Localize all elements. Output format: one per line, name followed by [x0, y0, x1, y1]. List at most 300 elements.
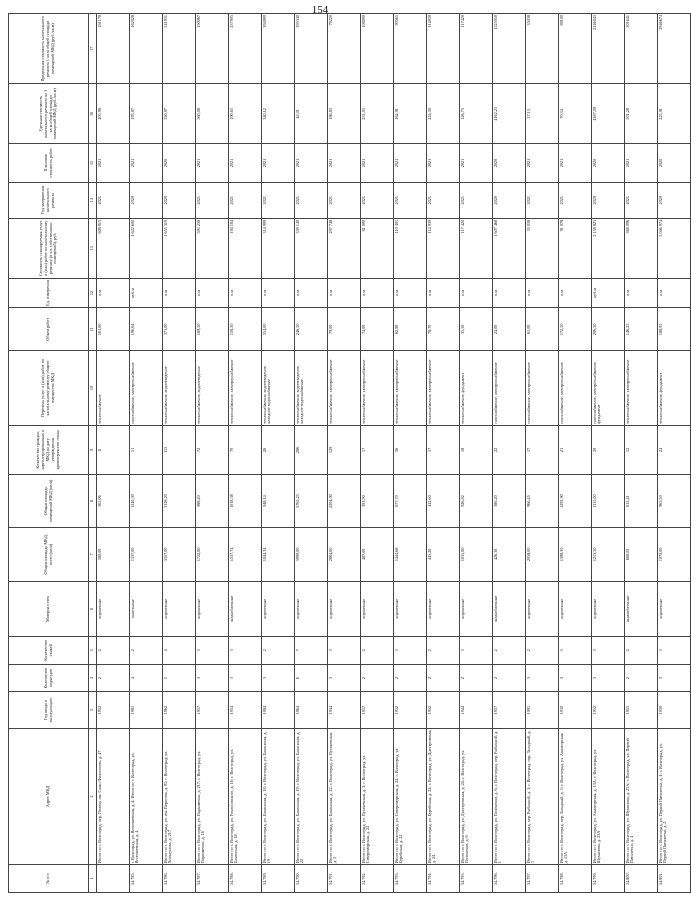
cell-vol: 206,30 — [592, 308, 625, 351]
cell-y1: 2021 — [559, 182, 592, 218]
cell-mat: кирпичные — [658, 581, 691, 636]
column-number: 13 — [89, 218, 97, 278]
cell-fl: 3 — [394, 637, 427, 665]
cell-cost: 81 090 — [361, 218, 394, 278]
cell-mat: шлакоблочные — [229, 581, 262, 636]
cell-fl: 2 — [625, 637, 658, 665]
cell-ent: 5 — [163, 664, 196, 692]
column-header: Общая площадь помещений МКД (кв.м) — [9, 474, 89, 527]
cell-vol: 246,50 — [295, 308, 328, 351]
cell-y1: 2020 — [163, 182, 196, 218]
cell-num: 54.786. — [163, 865, 196, 893]
table-row — [163, 14, 196, 893]
cell-num: 54.787. — [196, 865, 229, 893]
cell-lim: 231178 — [97, 14, 130, 85]
cell-cost: 593 258 — [196, 218, 229, 278]
cell-cost: 91 078 — [559, 218, 592, 278]
cell-year: 1952 — [97, 692, 130, 728]
cell-y1: 2020 — [130, 182, 163, 218]
cell-lim: 2946674 — [658, 14, 691, 85]
cell-y2: 2021 — [361, 144, 394, 182]
cell-year: 1991 — [526, 692, 559, 728]
cell-y1: 2020 — [592, 182, 625, 218]
table-row — [493, 14, 526, 893]
cell-y1: 2021 — [295, 182, 328, 218]
cell-mat: кирпичные — [196, 581, 229, 636]
cell-ppl: 21 — [559, 425, 592, 474]
cell-work: теплоснабжение, водоотведение, холодное водоснабжение — [295, 351, 328, 426]
cell-ppl: 6 — [97, 425, 130, 474]
cell-addr: Итого по г. Волгоград, пер. Рыбацкий, д. 1; г. Волгоград, пер. Западный, д. 3 — [526, 728, 559, 865]
column-header: Год ввода в эксплуатацию — [9, 692, 89, 728]
cell-year: 1962 — [163, 692, 196, 728]
cell-y1: 2020 — [658, 182, 691, 218]
cell-fl: 3 — [460, 637, 493, 665]
cell-a2: 565,06 — [97, 474, 130, 527]
cell-ppl: 22 — [493, 425, 526, 474]
cell-a1: 1070,00 — [658, 528, 691, 581]
column-header: Плановая стоимость работ — [9, 144, 89, 182]
cell-num: 54.790. — [295, 865, 328, 893]
table-row — [328, 14, 361, 893]
cell-addr: Итого по г. Волгоград, ул. им. Пирогова, д. 91; г. Волгоград, ул. Хользунова, д. 217 — [163, 728, 196, 865]
column-header: Общая площадь МКД, всего (кв.м) — [9, 528, 89, 581]
cell-num: 54.801. — [658, 865, 691, 893]
cell-addr: Итого по г. Волгоград, ул. Шумилова, д. 23А; г. Волгоград, ул. Первой Пятилетки, д. 4 — [625, 728, 658, 865]
cell-work: теплоснабжение, электроснабжение — [625, 351, 658, 426]
cell-year: 1957 — [361, 692, 394, 728]
cell-cost: 117 420 — [460, 218, 493, 278]
cell-ppl: 26 — [262, 425, 295, 474]
cell-fl: 3 — [592, 637, 625, 665]
cell-u: 42,01 — [295, 84, 328, 144]
cell-a2: 926,92 — [460, 474, 493, 527]
cell-ent: 3 — [196, 664, 229, 692]
cell-fl: 3 — [229, 637, 262, 665]
cell-unit: п.м — [658, 278, 691, 308]
cell-fl: 2 — [427, 637, 460, 665]
table-row — [229, 14, 262, 893]
cell-unit: п.м — [295, 278, 328, 308]
column-header: Перечень услуг и (или) работ по капитальному ремонту общего имущества МКД — [9, 351, 89, 426]
cell-mat: кирпичные — [460, 581, 493, 636]
column-number: 9 — [89, 425, 97, 474]
cell-cost: 114 939 — [427, 218, 460, 278]
cell-ppl: 18 — [460, 425, 493, 474]
cell-y2: 2021 — [295, 144, 328, 182]
column-header: Предельная стоимость капитального ремонта 1 кв.м общей площади помещений МКД (руб./кв.м) — [9, 14, 89, 85]
cell-addr: Итого по г. Волгоград, ул. Бакинская, д. 22; г. Волгоград, ул. Пугачевская, д. 3 — [328, 728, 361, 865]
column-header: Количество этажей — [9, 637, 89, 665]
cell-unit: п.м — [196, 278, 229, 308]
cell-addr: Итого по г. Волгоград, ул. Рокоссовского, д. 16; г. Волгоград, ул. Бакинская, д. 18 — [229, 728, 262, 865]
cell-fl: 3 — [658, 637, 691, 665]
cell-year: 1984 — [262, 692, 295, 728]
table-row — [361, 14, 394, 893]
cell-ppl: 51 — [130, 425, 163, 474]
cell-a1: 668,02 — [625, 528, 658, 581]
cell-u: 224,30 — [427, 84, 460, 144]
cell-work: газоснабжение, электроснабжение — [559, 351, 592, 426]
cell-y2: 2020 — [493, 144, 526, 182]
cell-y1: 2021 — [427, 182, 460, 218]
cell-mat: кирпичные — [526, 581, 559, 636]
cell-fl: 2 — [97, 637, 130, 665]
cell-lim: 114939 — [427, 14, 460, 85]
cell-a2: 1293,90 — [559, 474, 592, 527]
cell-vol: 146,25 — [625, 308, 658, 351]
cell-addr: г. Волгоград, ул. Волочаевская, д. 4; Итого по г. Волгоград, ул. Волочаевская, д. 4 — [130, 728, 163, 865]
cell-unit: п.м — [460, 278, 493, 308]
column-header: Ед. измерения — [9, 278, 89, 308]
cell-vol: 62,90 — [394, 308, 427, 351]
cell-vol: 24,00 — [493, 308, 526, 351]
cell-ent: 3 — [328, 664, 361, 692]
cell-y2: 2021 — [328, 144, 361, 182]
column-number: 2 — [89, 728, 97, 865]
cell-ent: 3 — [592, 664, 625, 692]
cell-mat: кирпичные — [592, 581, 625, 636]
column-number: 16 — [89, 84, 97, 144]
column-number: 17 — [89, 14, 97, 85]
cell-y2: 2021 — [427, 144, 460, 182]
cell-a1: 1044,34 — [262, 528, 295, 581]
cell-y1: 2021 — [460, 182, 493, 218]
cell-u: 190,63 — [229, 84, 262, 144]
cell-a1: 1398,30 — [559, 528, 592, 581]
cell-ppl: 115 — [163, 425, 196, 474]
cell-y2: 2021 — [526, 144, 559, 182]
cell-work: теплоснабжение, электроснабжение — [361, 351, 394, 426]
cell-y1: 2021 — [262, 182, 295, 218]
cell-cost: 1 607 468 — [493, 218, 526, 278]
cell-fl: 7 — [295, 637, 328, 665]
column-number: 11 — [89, 308, 97, 351]
cell-addr: Итого по г. Волгоград, ул. Полоненко, д. 6; г. Волгоград, пер. Рыбацкий, д. 1 — [493, 728, 526, 865]
cell-ppl: 24 — [658, 425, 691, 474]
cell-work: теплоснабжение, электроснабжение — [229, 351, 262, 426]
header-row — [9, 14, 89, 893]
cell-u: 340,12 — [262, 84, 295, 144]
cell-vol: 172,50 — [559, 308, 592, 351]
cell-u: 405,98 — [97, 84, 130, 144]
table-row — [625, 14, 658, 893]
cell-year: 1952 — [427, 692, 460, 728]
cell-ppl: 129 — [328, 425, 361, 474]
cell-vol: 161,00 — [97, 308, 130, 351]
cell-year: 1944 — [328, 692, 361, 728]
cell-ent: 6 — [295, 664, 328, 692]
cell-mat: кирпичные — [163, 581, 196, 636]
cell-lim: 237905 — [229, 14, 262, 85]
cell-y1: 2021 — [229, 182, 262, 218]
cell-fl: 2 — [526, 637, 559, 665]
cell-ent: 4 — [130, 664, 163, 692]
cell-lim: 79220 — [328, 14, 361, 85]
cell-work: газоснабжение, электроснабжение — [130, 351, 163, 426]
cell-u: 4187,09 — [592, 84, 625, 144]
cell-work: газоснабжение, электроснабжение, фундамент — [592, 351, 625, 426]
cell-y1: 2021 — [196, 182, 229, 218]
cell-a2: 988,20 — [196, 474, 229, 527]
cell-y2: 2021 — [460, 144, 493, 182]
cell-cost: 368 096 — [625, 218, 658, 278]
column-number: 3 — [89, 692, 97, 728]
cell-ent: 2 — [361, 664, 394, 692]
cell-num: 54.799. — [592, 865, 625, 893]
table-row — [559, 14, 592, 893]
cell-work: газоснабжение, электроснабжение — [493, 351, 526, 426]
cell-a1: 580,00 — [97, 528, 130, 581]
cell-fl: 4 — [163, 637, 196, 665]
cell-cost: 110 401 — [394, 218, 427, 278]
column-number: 1 — [89, 865, 97, 893]
cell-a1: 487,00 — [361, 528, 394, 581]
cell-ent: 2 — [394, 664, 427, 692]
cell-ent: 2 — [97, 664, 130, 692]
cell-unit: п.м — [262, 278, 295, 308]
cell-year: 1981 — [130, 692, 163, 728]
cell-num — [97, 865, 130, 893]
cell-unit: п.м — [97, 278, 130, 308]
cell-a1: 1337,00 — [130, 528, 163, 581]
cell-work: теплоснабжение, электроснабжение — [328, 351, 361, 426]
cell-addr: Итого по г. Волгоград, ул. Пугачевская, д. 3; г. Волгоград, ул. Североморская, д. 22 — [361, 728, 394, 865]
cell-fl: 2 — [130, 637, 163, 665]
cell-ent: 2 — [427, 664, 460, 692]
cell-cost: 3 046 974 — [658, 218, 691, 278]
cell-a1: 1035,80 — [460, 528, 493, 581]
column-header: № п/п — [9, 865, 89, 893]
cell-a1: 1537,74 — [229, 528, 262, 581]
cell-addr: Итого по г. Волгоград, ул. Бакинская, д. 19; г. Волгоград, ул. Бакинская, д. 22 — [295, 728, 328, 865]
cell-u: 4162,25 — [493, 84, 526, 144]
cell-lim: 35038 — [526, 14, 559, 85]
cell-addr: Итого по г. Волгоград, ул. Североморская, д. 22; г. Волгоград, ул. Бурейская, д. 22 — [394, 728, 427, 865]
column-header: Количество подъездов — [9, 664, 89, 692]
cell-year: 1944 — [460, 692, 493, 728]
cell-num: 54.792. — [361, 865, 394, 893]
cell-u: 126,73 — [460, 84, 493, 144]
cell-cost: 35 038 — [526, 218, 559, 278]
cell-work: теплоснабжение, водоотведение — [163, 351, 196, 426]
column-number: 10 — [89, 351, 97, 426]
cell-vol: 371,00 — [163, 308, 196, 351]
cell-y2: 2021 — [196, 144, 229, 182]
cell-num: 54.793. — [394, 865, 427, 893]
cell-ent: 3 — [526, 664, 559, 692]
cell-vol: 78,70 — [427, 308, 460, 351]
cell-vol: 196,64 — [130, 308, 163, 351]
cell-fl: 3 — [196, 637, 229, 665]
column-header: Количество граждан, зарегистрированных в МКД на дату утверждения краткосрочного плана — [9, 425, 89, 474]
cell-mat: кирпичные — [427, 581, 460, 636]
cell-a1: 2058,00 — [526, 528, 559, 581]
cell-unit: п.м — [163, 278, 196, 308]
cell-lim: 117420 — [460, 14, 493, 85]
cell-lim: 2146043 — [592, 14, 625, 85]
cell-ppl: 72 — [196, 425, 229, 474]
cell-num: 54.800. — [625, 865, 658, 893]
cell-a2: 1115,00 — [592, 474, 625, 527]
table-row — [97, 14, 130, 893]
cell-mat: кирпичные — [361, 581, 394, 636]
cell-unit: п.м — [526, 278, 559, 308]
cell-unit: п.м — [361, 278, 394, 308]
column-header: Материал стен — [9, 581, 89, 636]
cell-ppl: 17 — [526, 425, 559, 474]
cell-unit: п.м — [427, 278, 460, 308]
column-header: Объем работ — [9, 308, 89, 351]
column-number: 12 — [89, 278, 97, 308]
cell-u: 231,03 — [361, 84, 394, 144]
cell-num: 54.796. — [493, 865, 526, 893]
table-row — [394, 14, 427, 893]
cell-ppl: 56 — [394, 425, 427, 474]
cell-ppl: 20 — [592, 425, 625, 474]
cell-a2: 948,14 — [262, 474, 295, 527]
cell-ppl: 70 — [229, 425, 262, 474]
table-row — [526, 14, 559, 893]
cell-fl: 3 — [328, 637, 361, 665]
cell-num: 54.785. — [130, 865, 163, 893]
cell-unit: п.м — [328, 278, 361, 308]
cell-cost: 194 184 — [229, 218, 262, 278]
cell-lim: 301641 — [625, 14, 658, 85]
cell-cost: 359 140 — [295, 218, 328, 278]
table-row — [262, 14, 295, 893]
cell-lim: 394999 — [262, 14, 295, 85]
cell-addr: Итого по г. Волгоград, пер. Полоцк им. Саши Филиппова, д. 47 — [97, 728, 130, 865]
cell-lim: 541931 — [163, 14, 196, 85]
cell-work: теплоснабжение, фундамент — [460, 351, 493, 426]
cell-cost: 1 622 600 — [130, 218, 163, 278]
cell-num: 54.798. — [559, 865, 592, 893]
cell-y1: 2020 — [493, 182, 526, 218]
cell-lim: 90565 — [394, 14, 427, 85]
column-number: 4 — [89, 664, 97, 692]
cell-y2: 2020 — [163, 144, 196, 182]
cell-vol: 35,50 — [460, 308, 493, 351]
cell-a2: 2204,00 — [328, 474, 361, 527]
cell-addr: Итого по г. Волгоград, пер. Западный, д. 3; г. Волгоград, ул. Авиаторская, д. 13А — [559, 728, 592, 865]
cell-ent: 3 — [658, 664, 691, 692]
cell-y2: 2021 — [229, 144, 262, 182]
cell-u: 501,28 — [625, 84, 658, 144]
table-row — [130, 14, 163, 893]
cell-a2: 1240,30 — [130, 474, 163, 527]
cell-addr: Итого по г. Волгоград, ул. Днестровская, д. 24; г. Волгоград, ул. Полоненко, д. 6 — [460, 728, 493, 865]
cell-year: 1952 — [592, 692, 625, 728]
cell-unit: п.м — [625, 278, 658, 308]
cell-mat: кирпичные — [262, 581, 295, 636]
cell-ent: 3 — [559, 664, 592, 692]
table-body — [97, 14, 691, 893]
cell-vol: 189,50 — [196, 308, 229, 351]
cell-fl: 3 — [559, 637, 592, 665]
cell-y2: 2021 — [97, 144, 130, 182]
cell-a2: 966,45 — [526, 474, 559, 527]
cell-a1: 1213,30 — [592, 528, 625, 581]
table-row — [592, 14, 625, 893]
cell-a1: 445,20 — [427, 528, 460, 581]
cell-a2: 5765,25 — [295, 474, 328, 527]
cell-year: 1964 — [295, 692, 328, 728]
cell-unit: п.м — [559, 278, 592, 308]
cell-addr: Итого по г. Волгоград, ул. Авиаторская, д. 13А; г. Волгоград, ул. Шумилова, д. 23А — [592, 728, 625, 865]
cell-year: 1930 — [559, 692, 592, 728]
cell-lim: 190067 — [196, 14, 229, 85]
cell-y2: 2021 — [262, 144, 295, 182]
column-header: Удельная стоимость капитального ремонта на 1 кв.м общей площади помещений МКД (руб./кв.м) — [9, 84, 89, 144]
cell-u: 193,87 — [130, 84, 163, 144]
cell-num: 54.789. — [262, 865, 295, 893]
cell-a1: 1722,80 — [196, 528, 229, 581]
column-header: Стоимость планируемых услуг и (или) работ по капитальному ремонту (в т.ч. собственники помещений), руб. — [9, 218, 89, 278]
cell-mat: кирпичные — [295, 581, 328, 636]
cell-ent: 2 — [493, 664, 526, 692]
cell-lim: 162028 — [130, 14, 163, 85]
rotated-table-wrapper — [8, 13, 668, 893]
cell-vol: 79,00 — [328, 308, 361, 351]
cell-work: теплоснабжение — [97, 351, 130, 426]
cell-a1: 1444,68 — [394, 528, 427, 581]
cell-a2: 965,50 — [658, 474, 691, 527]
cell-lim: 395340 — [295, 14, 328, 85]
cell-year: 1930 — [658, 692, 691, 728]
cell-unit: п.м — [394, 278, 427, 308]
cell-num: 54.794. — [427, 865, 460, 893]
cell-cost: 314 999 — [262, 218, 295, 278]
cell-fl: 2 — [493, 637, 526, 665]
page-number: 154 — [311, 4, 329, 16]
column-header: Адрес МКД — [9, 728, 89, 865]
column-number: 6 — [89, 581, 97, 636]
cell-y2: 2021 — [130, 144, 163, 182]
cell-year: 1955 — [625, 692, 658, 728]
cell-num: 54.795. — [460, 865, 493, 893]
cell-vol: 188,95 — [658, 308, 691, 351]
cell-work: теплоснабжение, водоотведение, холодное водоснабжение — [262, 351, 295, 426]
cell-vol: 158,50 — [229, 308, 262, 351]
cell-unit: куб.м — [130, 278, 163, 308]
cell-a2: 613,41 — [625, 474, 658, 527]
cell-mat: кирпичные — [97, 581, 130, 636]
cell-y2: 2020 — [592, 144, 625, 182]
cell-num: 54.791. — [328, 865, 361, 893]
cell-cost: 297 748 — [328, 218, 361, 278]
cell-ent: 3 — [262, 664, 295, 692]
cell-fl: 2 — [262, 637, 295, 665]
cell-u: 186,83 — [328, 84, 361, 144]
cell-a2: 677,70 — [394, 474, 427, 527]
cell-lim: 89100 — [559, 14, 592, 85]
cell-unit: п.м — [493, 278, 526, 308]
cell-y2: 2021 — [559, 144, 592, 182]
cell-mat: кирпичные — [559, 581, 592, 636]
cell-a1: 5990,00 — [295, 528, 328, 581]
cell-y1: 2021 — [328, 182, 361, 218]
cell-ent: 2 — [625, 664, 658, 692]
cell-cost: 608 915 — [97, 218, 130, 278]
capital-repair-table — [8, 13, 691, 893]
cell-u: 162,91 — [394, 84, 427, 144]
cell-u: 37,13 — [526, 84, 559, 144]
cell-u: 530,97 — [163, 84, 196, 144]
cell-a1: 2884,60 — [328, 528, 361, 581]
cell-a2: 1018,38 — [229, 474, 262, 527]
cell-addr: Итого по г. Волгоград, ул. Пархоменко, д. 217; г. Волгоград, ул. Пархоменко, д. 16 — [196, 728, 229, 865]
